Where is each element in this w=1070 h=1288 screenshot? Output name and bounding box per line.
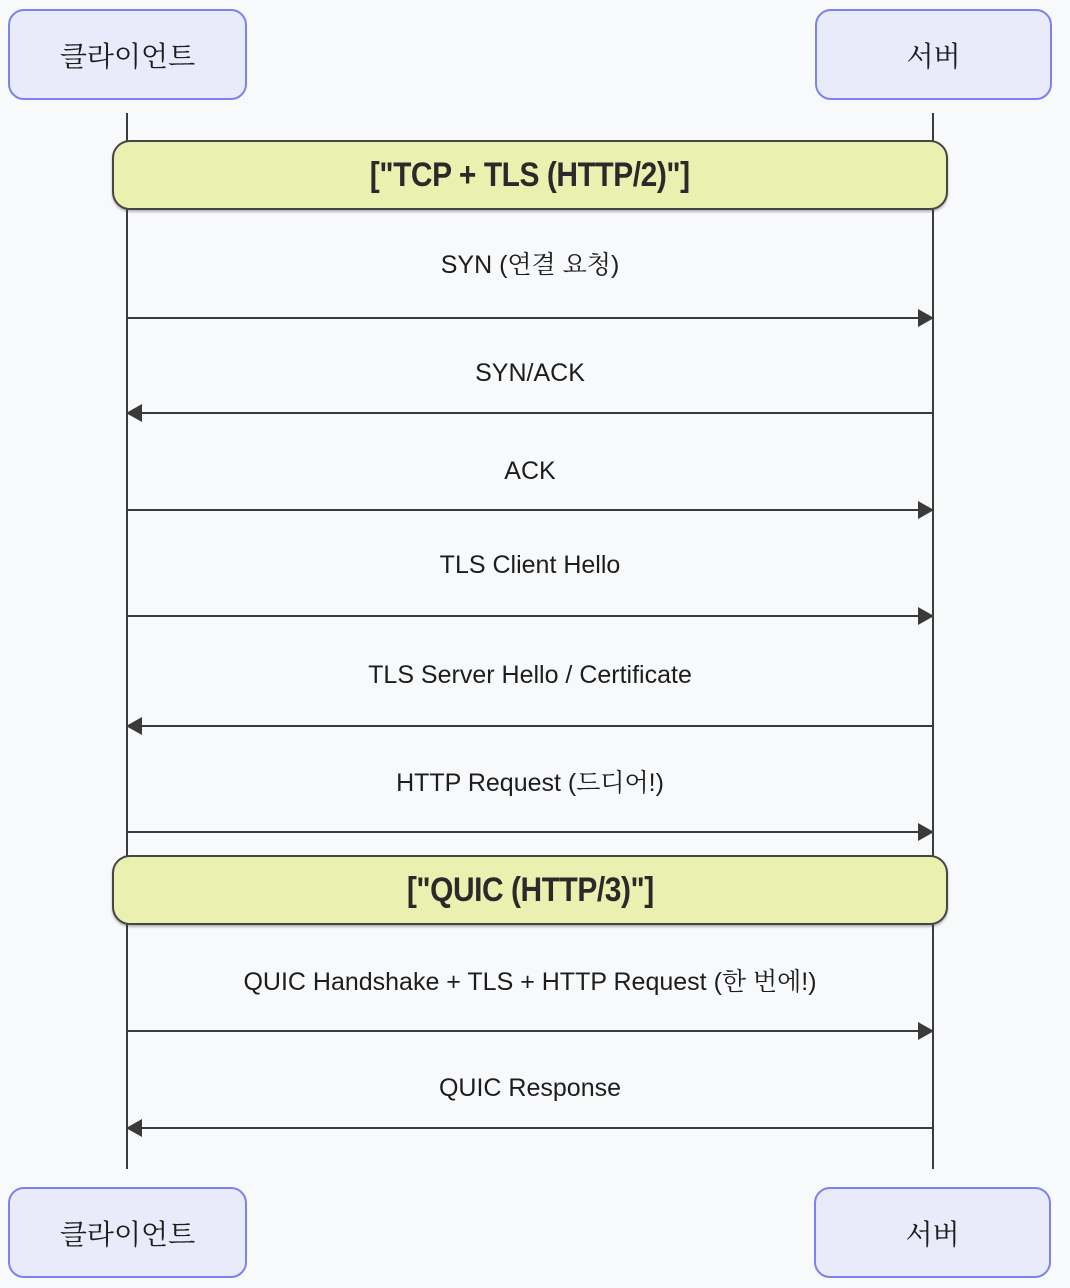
arrowhead-right-icon <box>918 309 934 327</box>
message-label: QUIC Handshake + TLS + HTTP Request (한 번에!) <box>243 968 817 996</box>
message-label: TLS Server Hello / Certificate <box>368 661 692 689</box>
actor-client-bottom <box>8 1187 247 1278</box>
message-arrow <box>127 412 933 414</box>
section-banner-tcp-tls <box>112 140 948 210</box>
message-label: ACK <box>504 457 556 485</box>
actor-server-label: 서버 <box>905 1218 960 1250</box>
arrowhead-right-icon <box>918 1022 934 1040</box>
message-arrow <box>127 317 933 319</box>
message-label: SYN (연결 요청) <box>440 251 620 279</box>
message-label: HTTP Request (드디어!) <box>396 769 664 797</box>
message-label: SYN/ACK <box>475 359 585 387</box>
arrowhead-left-icon <box>126 717 142 735</box>
arrowhead-right-icon <box>918 607 934 625</box>
section-banner-tcp-tls-label: ["TCP + TLS (HTTP/2)"] <box>370 155 690 194</box>
actor-client-label: 클라이언트 <box>59 40 196 72</box>
message-arrow <box>127 831 933 833</box>
arrowhead-right-icon <box>918 823 934 841</box>
actor-server-top <box>815 9 1052 100</box>
actor-server-bottom <box>814 1187 1051 1278</box>
actor-server-label: 서버 <box>906 40 961 72</box>
arrowhead-left-icon <box>126 1119 142 1137</box>
message-arrow <box>127 615 933 617</box>
message-arrow <box>127 725 933 727</box>
section-banner-quic-label: ["QUIC (HTTP/3)"] <box>406 870 654 909</box>
arrowhead-right-icon <box>918 501 934 519</box>
message-label: TLS Client Hello <box>439 551 621 579</box>
message-label: QUIC Response <box>438 1074 622 1102</box>
arrowhead-left-icon <box>126 404 142 422</box>
message-arrow <box>127 1030 933 1032</box>
section-banner-quic <box>112 855 948 925</box>
message-arrow <box>127 1127 933 1129</box>
actor-client-top <box>8 9 247 100</box>
actor-client-label: 클라이언트 <box>59 1218 196 1250</box>
message-arrow <box>127 509 933 511</box>
